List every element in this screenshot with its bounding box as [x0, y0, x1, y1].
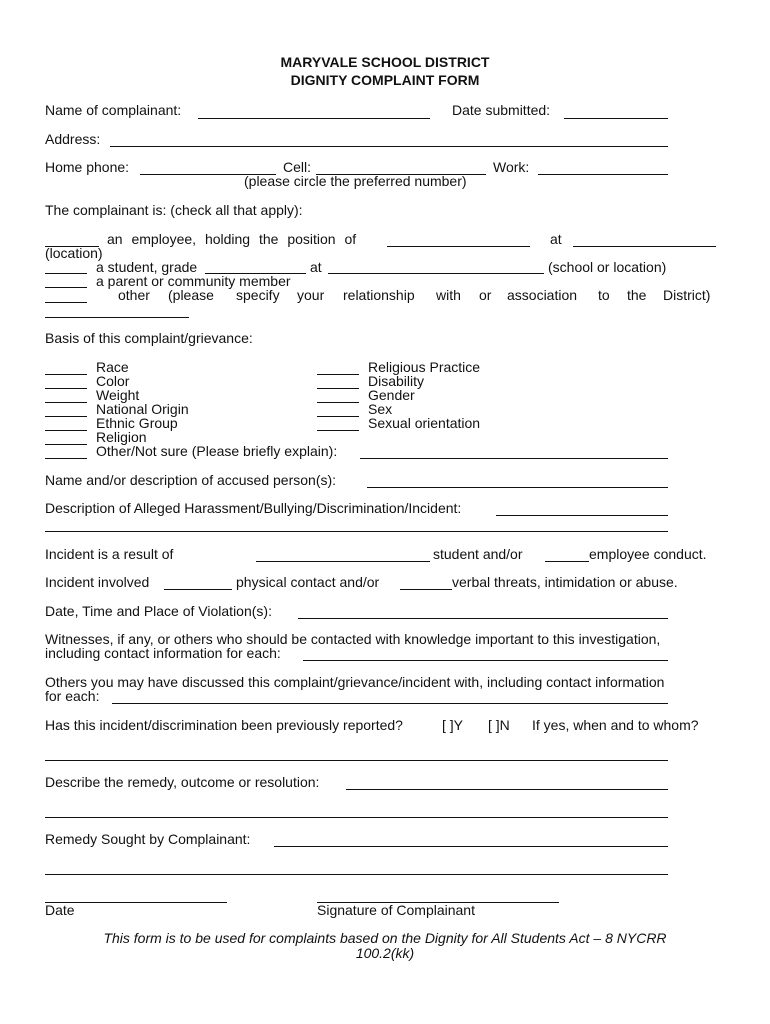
accused-label: Name and/or description of accused person(s): — [45, 472, 337, 488]
remedy-sought-field-line2[interactable] — [45, 874, 668, 875]
employee-label: an employee, holding the position of — [107, 231, 357, 247]
address-field[interactable] — [110, 146, 668, 147]
witnesses-label-line1: Witnesses, if any, or others who should be contacted with knowledge important to this investigation, — [45, 631, 661, 647]
sexual-orientation-check[interactable] — [317, 430, 359, 431]
student-at-label: at — [310, 259, 322, 275]
national-origin-check[interactable] — [45, 416, 87, 417]
witnesses-field[interactable] — [303, 660, 668, 661]
work-label: Work: — [493, 159, 530, 175]
other-word: the — [627, 287, 647, 303]
race-check[interactable] — [45, 374, 87, 375]
other-word: specify — [236, 287, 280, 303]
circle-note: (please circle the preferred number) — [244, 173, 467, 189]
witnesses-label-line2: including contact information for each: — [45, 645, 281, 661]
parent-label: a parent or community member — [96, 273, 291, 289]
basis-religion: Religion — [96, 429, 147, 445]
other-word: other — [118, 287, 150, 303]
complainant-heading: The complainant is: (check all that apply): — [45, 202, 303, 218]
date-time-place-field[interactable] — [298, 618, 668, 619]
name-field[interactable] — [198, 118, 430, 119]
reported-details-field[interactable] — [45, 760, 668, 761]
address-label: Address: — [45, 131, 101, 147]
religious-practice-check[interactable] — [317, 374, 359, 375]
basis-disability: Disability — [368, 373, 425, 389]
description-label: Description of Alleged Harassment/Bullying/Discrimination/Incident: — [45, 500, 462, 516]
district-title: MARYVALE SCHOOL DISTRICT — [280, 54, 490, 70]
remedy-label: Describe the remedy, outcome or resolution: — [45, 774, 320, 790]
accused-field[interactable] — [367, 487, 668, 488]
if-yes-label: If yes, when and to whom? — [532, 717, 699, 733]
remedy-field[interactable] — [346, 789, 668, 790]
date-time-place-label: Date, Time and Place of Violation(s): — [45, 603, 272, 619]
others-field[interactable] — [112, 703, 668, 704]
religion-check[interactable] — [45, 444, 87, 445]
reported-no-option[interactable]: [ ]N — [488, 717, 510, 733]
other-basis-check[interactable] — [45, 458, 87, 459]
remedy-sought-field[interactable] — [274, 846, 668, 847]
other-word: (please — [168, 287, 214, 303]
date-label: Date — [45, 902, 75, 918]
footer-note-line1: This form is to be used for complaints based on the Dignity for All Students Act – 8 NYCRR — [103, 930, 667, 946]
cell-label: Cell: — [283, 159, 312, 175]
remedy-sought-label: Remedy Sought by Complainant: — [45, 831, 251, 847]
sex-check[interactable] — [317, 416, 359, 417]
reported-yes-option[interactable]: [ ]Y — [442, 717, 464, 733]
basis-sexual-orientation: Sexual orientation — [368, 415, 481, 431]
gender-check[interactable] — [317, 402, 359, 403]
school-field[interactable] — [328, 273, 544, 274]
form-title: DIGNITY COMPLAINT FORM — [290, 72, 480, 88]
school-location-label: (school or location) — [548, 259, 667, 275]
employee-count-field[interactable] — [545, 561, 589, 562]
other-basis-label: Other/Not sure (Please briefly explain): — [96, 443, 338, 459]
description-field[interactable] — [496, 515, 668, 516]
verbal-field[interactable] — [400, 589, 452, 590]
other-word: relationship — [343, 287, 415, 303]
signature-label: Signature of Complainant — [317, 902, 475, 918]
other-word: or — [479, 287, 492, 303]
employee-conduct-label: employee conduct. — [589, 546, 707, 562]
employee-at-label: at — [550, 231, 562, 247]
others-label-line1: Others you may have discussed this complaint/grievance/incident with, including contact information — [45, 674, 665, 690]
physical-label: physical contact and/or — [236, 574, 380, 590]
remedy-field-line2[interactable] — [45, 817, 668, 818]
other-word: association — [507, 287, 578, 303]
employee-location-field[interactable] — [573, 246, 716, 247]
basis-color: Color — [96, 373, 130, 389]
basis-religious-practice: Religious Practice — [368, 359, 481, 375]
others-label-line2: for each: — [45, 688, 100, 704]
other-basis-field[interactable] — [360, 458, 668, 459]
verbal-label: verbal threats, intimidation or abuse. — [452, 574, 678, 590]
physical-field[interactable] — [164, 589, 232, 590]
ethnic-group-check[interactable] — [45, 430, 87, 431]
involved-label: Incident involved — [45, 574, 150, 590]
parent-check[interactable] — [45, 287, 87, 288]
disability-check[interactable] — [317, 388, 359, 389]
other-word: District) — [663, 287, 711, 303]
other-relationship-field[interactable] — [45, 317, 189, 318]
position-field[interactable] — [387, 246, 530, 247]
basis-ethnic-group: Ethnic Group — [96, 415, 178, 431]
date-submitted-label: Date submitted: — [452, 102, 551, 118]
work-field[interactable] — [538, 174, 668, 175]
basis-heading: Basis of this complaint/grievance: — [45, 330, 253, 346]
other-word: with — [436, 287, 461, 303]
weight-check[interactable] — [45, 402, 87, 403]
student-label: a student, grade — [96, 259, 198, 275]
other-check[interactable] — [45, 302, 87, 303]
date-submitted-field[interactable] — [564, 118, 668, 119]
reported-label: Has this incident/discrimination been previously reported? — [45, 717, 403, 733]
basis-national-origin: National Origin — [96, 401, 189, 417]
name-label: Name of complainant: — [45, 102, 182, 118]
other-word: to — [598, 287, 610, 303]
basis-weight: Weight — [96, 387, 140, 403]
description-field-line2[interactable] — [45, 531, 668, 532]
student-and-or-label: student and/or — [433, 546, 523, 562]
home-phone-label: Home phone: — [45, 159, 130, 175]
student-check[interactable] — [45, 273, 87, 274]
footer-note-line2: 100.2(kk) — [355, 945, 415, 961]
basis-gender: Gender — [368, 387, 415, 403]
result-label: Incident is a result of — [45, 546, 174, 562]
student-count-field[interactable] — [256, 561, 430, 562]
basis-sex: Sex — [368, 401, 393, 417]
color-check[interactable] — [45, 388, 87, 389]
basis-race: Race — [96, 359, 129, 375]
other-word: your — [297, 287, 325, 303]
location-label: (location) — [45, 245, 103, 261]
